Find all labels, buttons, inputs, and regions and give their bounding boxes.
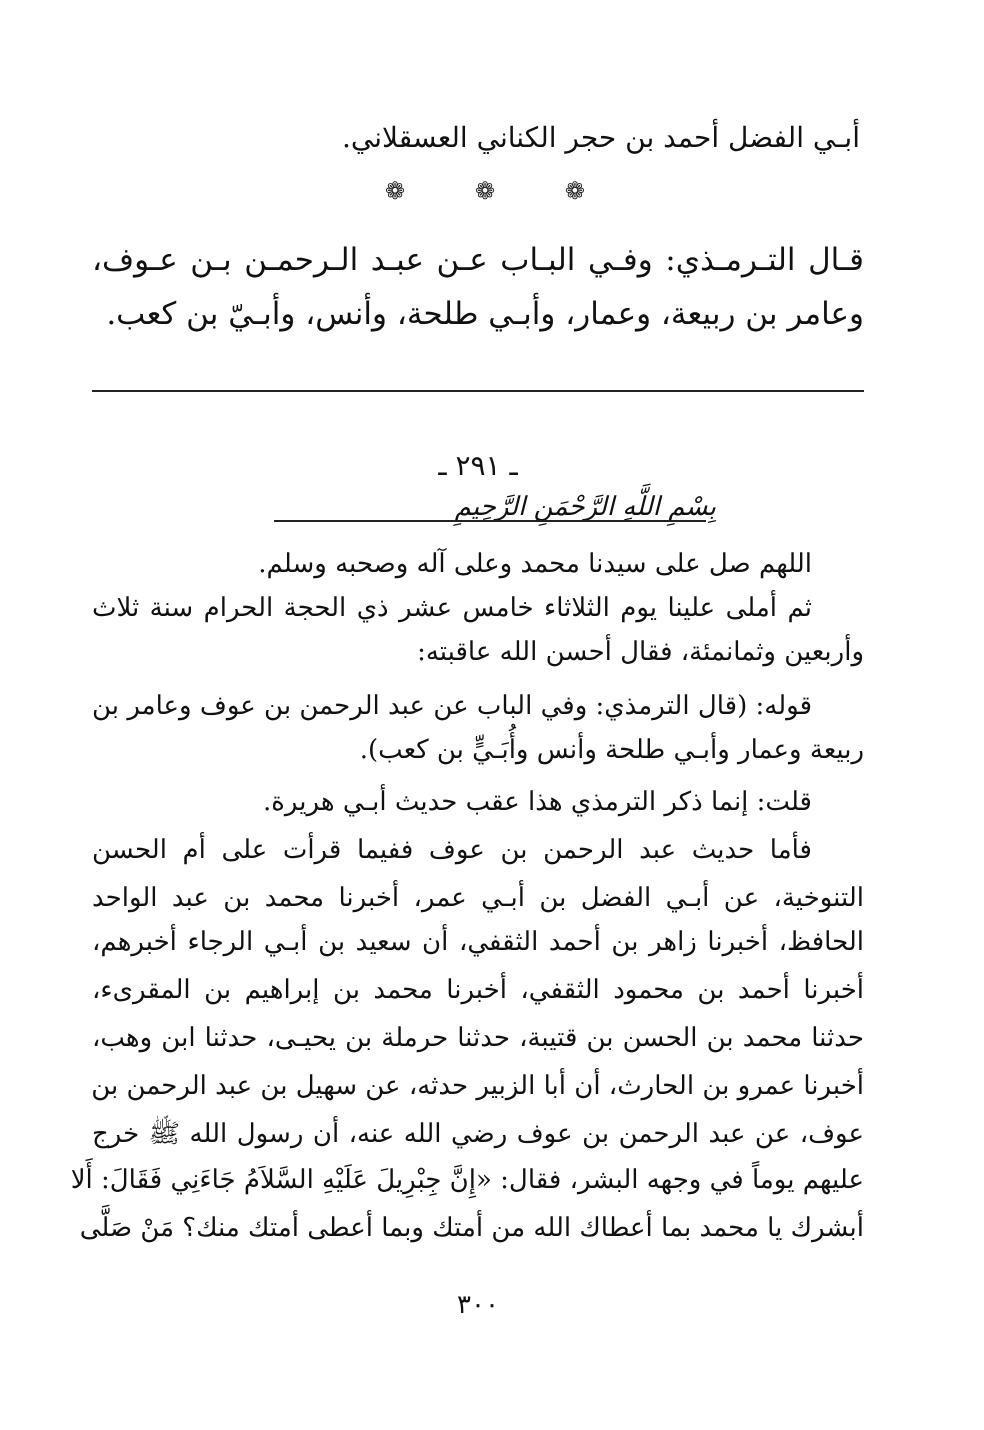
body-line: أخبرنا عمرو بن الحارث، أن أبا الزبير حدثه، عن سهيل بن عبد الرحمن بن [91,1071,864,1101]
body-line: حدثنا محمد بن الحسن بن قتيبة، حدثنا حرملة بن يحيـى، حدثنا ابن وهب، [92,1023,864,1053]
closing-line: أبـي الفضل أحمد بن حجر الكناني العسقلاني. [342,121,860,154]
star-ornament-icon: ❁ [564,177,585,205]
body-line: التنوخية، عن أبـي الفضل بن أبـي عمر، أخبرنا محمد بن عبد الواحد [92,883,864,913]
body-line: ثم أملى علينا يوم الثلاثاء خامس عشر ذي الحجة الحرام سنة ثلاث [92,593,812,623]
body-line: عليهم يوماً في وجهه البشر، فقال: «إِنَّ جِبْرِيلَ عَلَيْهِ السَّلاَمُ جَاءَنِي فَقَالَ: أَلا [70,1165,864,1195]
body-line: وأربعين وثمانمئة، فقال أحسن الله عاقبته: [417,637,864,667]
body-line: قلت: إنما ذكر الترمذي هذا عقب حديث أبـي هريرة. [263,787,812,817]
tirmidhi-quote-line-2: وعامر بن ربيعة، وعمار، وأبـي طلحة، وأنس، وأبـيّ بن كعب. [106,296,864,332]
star-ornament-icon: ❁ [385,177,406,205]
body-line: أخبرنا أحمد بن محمود الثقفي، أخبرنا محمد بن إبراهيم بن المقرىء، [92,975,864,1005]
body-line: عوف، عن عبد الرحمن بن عوف رضي الله عنه، أن رسول الله ﷺ خرج [92,1119,864,1149]
body-line: الحافظ، أخبرنا زاهر بن أحمد الثقفي، أن سعيد بن أبـي الرجاء أخبرهم، [92,927,864,957]
page-number: ٣٠٠ [457,1290,499,1320]
body-line: اللهم صل على سيدنا محمد وعلى آله وصحبه وسلم. [258,549,812,579]
basmala [264,488,716,534]
basmala-calligraphy-stroke [274,520,706,522]
body-line: أبشرك يا محمد بما أعطاك الله من أمتك وبما أعطى أمتك منك؟ مَنْ صَلَّى [79,1213,864,1243]
body-line: فأما حديث عبد الرحمن بن عوف ففيما قرأت على أم الحسن [92,835,812,865]
hadith-number: ـ ٢٩١ ـ [438,449,518,482]
book-page [70,0,864,1430]
section-separator [385,176,585,206]
section-divider [92,390,864,392]
basmala-text: بِسْمِ اللَّهِ الرَّحْمَنِ الرَّحِيمِ [454,492,716,522]
body-line: قوله: (قال الترمذي: وفي الباب عن عبد الرحمن بن عوف وعامر بن [92,691,812,721]
body-line: ربيعة وعمار وأبـي طلحة وأنس وأُبَـيٍّ بن كعب). [359,735,864,765]
star-ornament-icon: ❁ [474,177,496,205]
tirmidhi-quote-line-1: قـال التـرمـذي: وفـي البـاب عـن عبـد الـرحمـن بـن عـوف، [92,242,864,278]
